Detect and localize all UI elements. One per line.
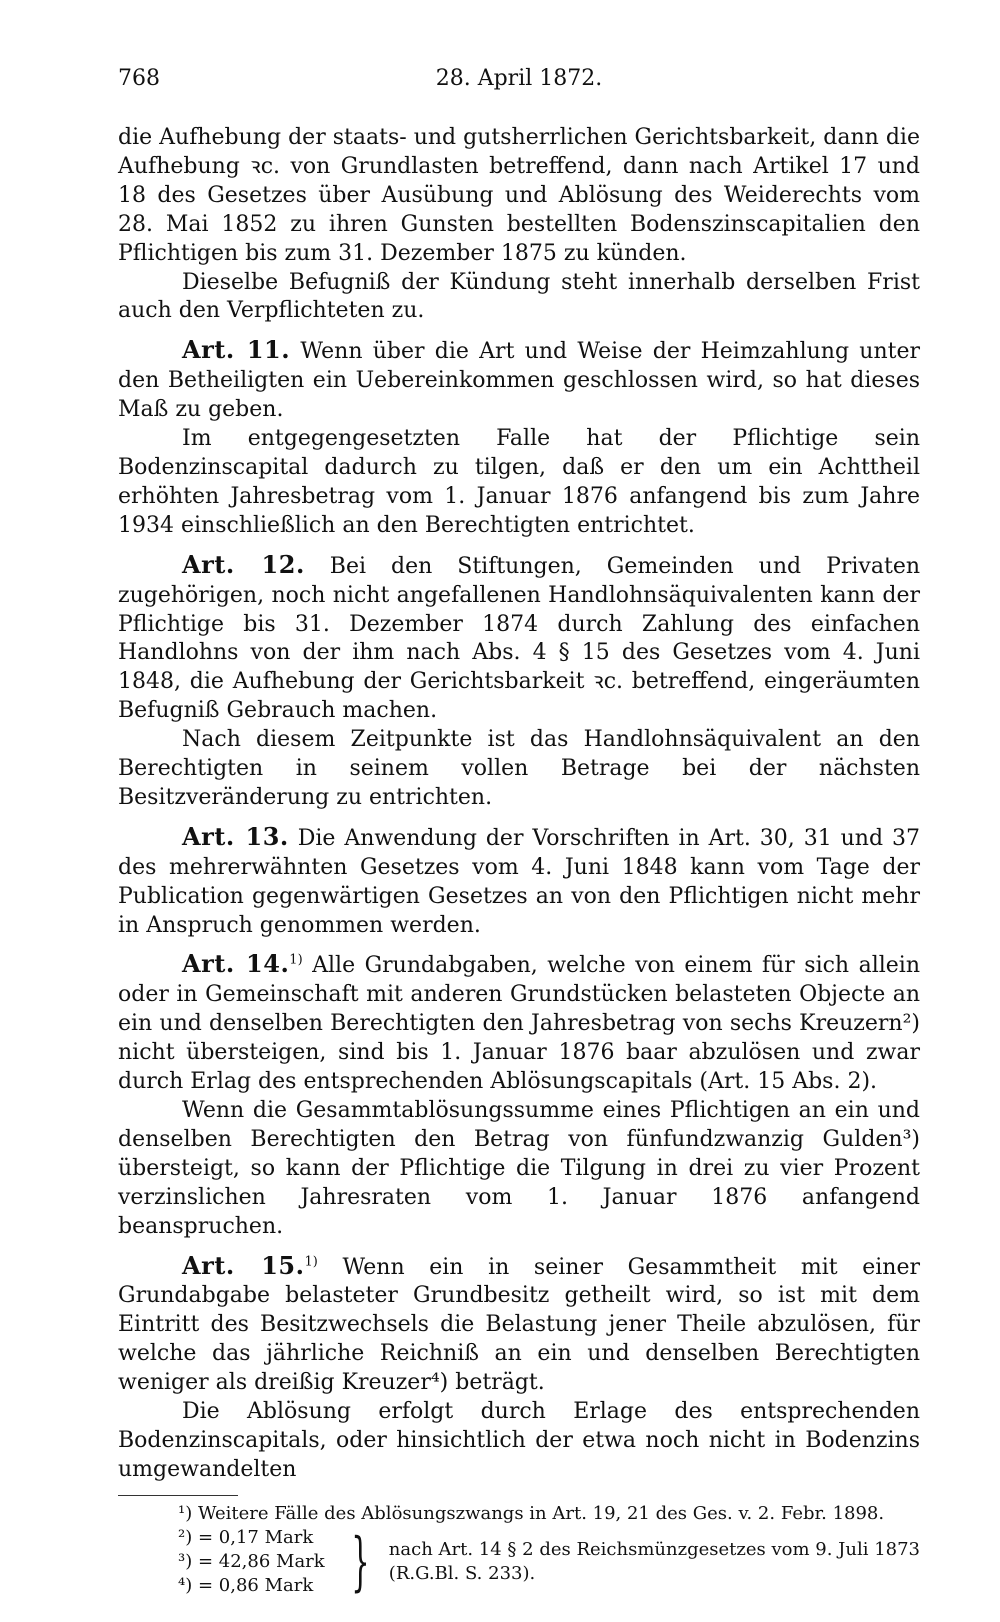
- brace-note-line: (R.G.Bl. S. 233).: [388, 1562, 536, 1584]
- article-12: [118, 551, 920, 726]
- article-text: Alle Grundabgaben, welche von einem für sich allein oder in Gemeinschaft mit anderen Grundstücken belasteten Objecte an ein und denselben Berechtigten den Jahresbetrag von sechs Kreuzern²) nicht übersteigen, sind bis 1. Januar 1876 baar abzulösen und zwar durch Erlag des entsprechenden Ablösungscapitals (Art. 15 Abs. 2).: [118, 953, 920, 1095]
- paragraph: die Aufhebung der staats- und gutsherrlichen Gerichtsbarkeit, dann die Aufhebung ꝛc. von Grundlasten betreffend, dann nach Artikel 17 und 18 des Gesetzes über Ausübung und Ablösung des Weiderechts vom 28. Mai 1852 zu ihren Gunsten bestellten Bodenszinscapitalien den Pflichtigen bis zum 31. Dezember 1875 zu künden.: [118, 125, 920, 266]
- paragraph: Im entgegengesetzten Falle hat der Pflichtige sein Bodenzinscapital dadurch zu tilgen, daß er den um ein Achttheil erhöhten Jahresbetrag vom 1. Januar 1876 anfangend bis zum Jahre 1934 einschließlich an den Berechtigten entrichtet.: [118, 426, 920, 538]
- article-text: Bei den Stiftungen, Gemeinden und Privaten zugehörigen, noch nicht angefallenen Handlohnsäquivalenten kann der Pflichtige bis 31. Dezember 1874 durch Zahlung des einfachen Handlohns von der ihm nach Abs. 4 § 15 des Gesetzes vom 4. Juni 1848, die Aufhebung der Gerichtsbarkeit ꝛc. betreffend, eingeräumten Befugniß Gebrauch machen.: [118, 553, 921, 724]
- article-label: Art. 12.: [182, 549, 305, 579]
- paragraph: Die Ablösung erfolgt durch Erlage des entsprechenden Bodenzinscapitals, oder hinsichtlich der etwa noch nicht in Bodenzins umgewandelten: [118, 1399, 920, 1482]
- article-15: [118, 1252, 920, 1399]
- article-label: Art. 11.: [182, 335, 291, 365]
- article-11: [118, 336, 920, 425]
- footnote-divider: [118, 1495, 238, 1496]
- brace-note-line: nach Art. 14 § 2 des Reichsmünzgesetzes vom 9. Juli 1873: [388, 1538, 920, 1560]
- paragraph: Wenn die Gesammtablösungssumme eines Pflichtigen an ein und denselben Berechtigten den Betrag von fünfundzwanzig Gulden³) übersteigt, so kann der Pflichtige die Tilgung in drei zu vier Prozent verzinslichen Jahresraten vom 1. Januar 1876 anfangend beanspruchen.: [118, 1098, 920, 1239]
- body-text: [118, 124, 920, 1485]
- article-label: Art. 15.: [182, 1250, 305, 1280]
- footnote-ref: 1): [304, 1254, 318, 1270]
- paragraph: Nach diesem Zeitpunkte ist das Handlohnsäquivalent an den Berechtigten in seinem vollen Betrage bei der nächsten Besitzveränderung zu entrichten.: [118, 727, 920, 810]
- footnote-values: [118, 1526, 338, 1598]
- document-page: [118, 66, 920, 1598]
- footnote-ref: 1): [289, 953, 303, 969]
- article-text: Die Anwendung der Vorschriften in Art. 30, 31 und 37 des mehrerwähnten Gesetzes vom 4. Juni 1848 kann vom Tage der Publication gegenwärtigen Gesetzes an von den Pflichtigen nicht mehr in Anspruch genommen werden.: [118, 825, 920, 938]
- article-13: [118, 823, 920, 941]
- page-header: [118, 66, 920, 100]
- brace-icon: }: [351, 1524, 370, 1599]
- footnote-3: ³) = 42,86 Mark: [178, 1550, 325, 1572]
- paragraph: Dieselbe Befugniß der Kündung steht innerhalb derselben Frist auch den Verpflichteten zu.: [118, 269, 920, 324]
- footnote-1: ¹) Weitere Fälle des Ablösungszwangs in Art. 19, 21 des Ges. v. 2. Febr. 1898.: [178, 1502, 885, 1524]
- footnotes: [118, 1502, 920, 1598]
- article-text: Wenn über die Art und Weise der Heimzahlung unter den Betheiligten ein Uebereinkommen geschlossen wird, so hat dieses Maß zu geben.: [118, 339, 920, 423]
- article-label: Art. 14.: [182, 949, 290, 979]
- footnote-brace-note: [389, 1538, 920, 1586]
- article-text: Wenn ein in seiner Gesammtheit mit einer Grundabgabe belasteter Grundbesitz getheilt wird, so ist mit dem Eintritt des Besitzwechsels die Belastung jener Theile abzulösen, für welche das jährliche Reichniß an ein und denselben Berechtigten weniger als dreißig Kreuzer⁴) beträgt.: [118, 1254, 920, 1396]
- page-number: 768: [118, 66, 160, 91]
- footnote-group: [118, 1526, 920, 1598]
- footnote-2: ²) = 0,17 Mark: [178, 1526, 314, 1548]
- article-14: [118, 950, 920, 1097]
- footnote-4: ⁴) = 0,86 Mark: [178, 1574, 314, 1596]
- article-label: Art. 13.: [182, 821, 289, 851]
- header-date: 28. April 1872.: [435, 66, 603, 91]
